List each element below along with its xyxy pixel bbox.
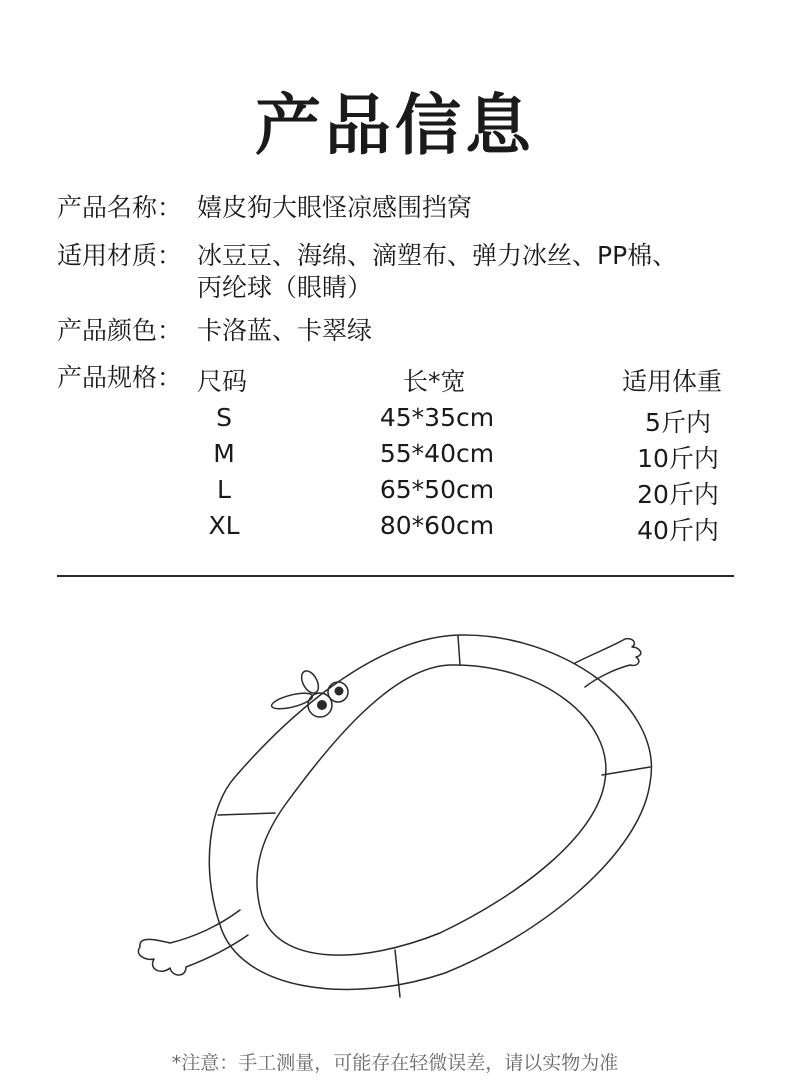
- spec-header-weight: 适用体重: [622, 367, 723, 396]
- eye-lash-top: [298, 668, 322, 696]
- table-cell-size: M: [213, 439, 235, 468]
- pupil-left: [317, 700, 327, 710]
- material-value-line2: 丙纶球（眼睛）: [197, 273, 373, 302]
- table-cell-size: L: [217, 475, 231, 504]
- product-name-label: 产品名称：: [57, 193, 183, 222]
- color-value: 卡洛蓝、卡翠绿: [197, 316, 373, 345]
- table-cell-dimensions: 80*60cm: [379, 511, 495, 540]
- spec-header-size: 尺码: [197, 367, 248, 396]
- table-cell-dimensions: 45*35cm: [379, 403, 495, 432]
- table-cell-size: S: [216, 403, 232, 432]
- color-label: 产品颜色：: [57, 316, 183, 345]
- measurement-note: *注意：手工测量，可能存在轻微误差，请以实物为准: [171, 1052, 619, 1074]
- spec-header-dimensions: 长*宽: [403, 367, 466, 396]
- leg-bottom-left: [138, 910, 248, 975]
- table-cell-weight: 20斤内: [637, 480, 719, 509]
- table-cell-dimensions: 55*40cm: [379, 439, 495, 468]
- spec-label: 产品规格：: [57, 363, 183, 392]
- seam-right: [602, 767, 650, 775]
- page-title: 产品信息: [255, 87, 535, 164]
- table-cell-weight: 5斤内: [645, 408, 711, 437]
- leg-top-right: [575, 639, 641, 687]
- seam-left: [218, 813, 275, 815]
- section-divider: [57, 575, 734, 577]
- product-name-value: 嬉皮狗大眼怪凉感围挡窝: [197, 193, 473, 222]
- material-value-line1: 冰豆豆、海绵、滴塑布、弹力冰丝、PP棉、: [197, 241, 678, 270]
- eye-lash-left: [270, 690, 314, 712]
- material-value: [197, 240, 737, 304]
- seam-top: [458, 636, 460, 665]
- seam-bottom: [395, 950, 400, 997]
- table-cell-weight: 40斤内: [637, 516, 719, 545]
- pet-bed-illustration: [120, 625, 660, 1005]
- material-label: 适用材质：: [57, 241, 183, 270]
- table-cell-weight: 10斤内: [637, 444, 719, 473]
- pupil-right: [335, 687, 344, 696]
- table-cell-dimensions: 65*50cm: [379, 475, 495, 504]
- table-cell-size: XL: [208, 511, 240, 540]
